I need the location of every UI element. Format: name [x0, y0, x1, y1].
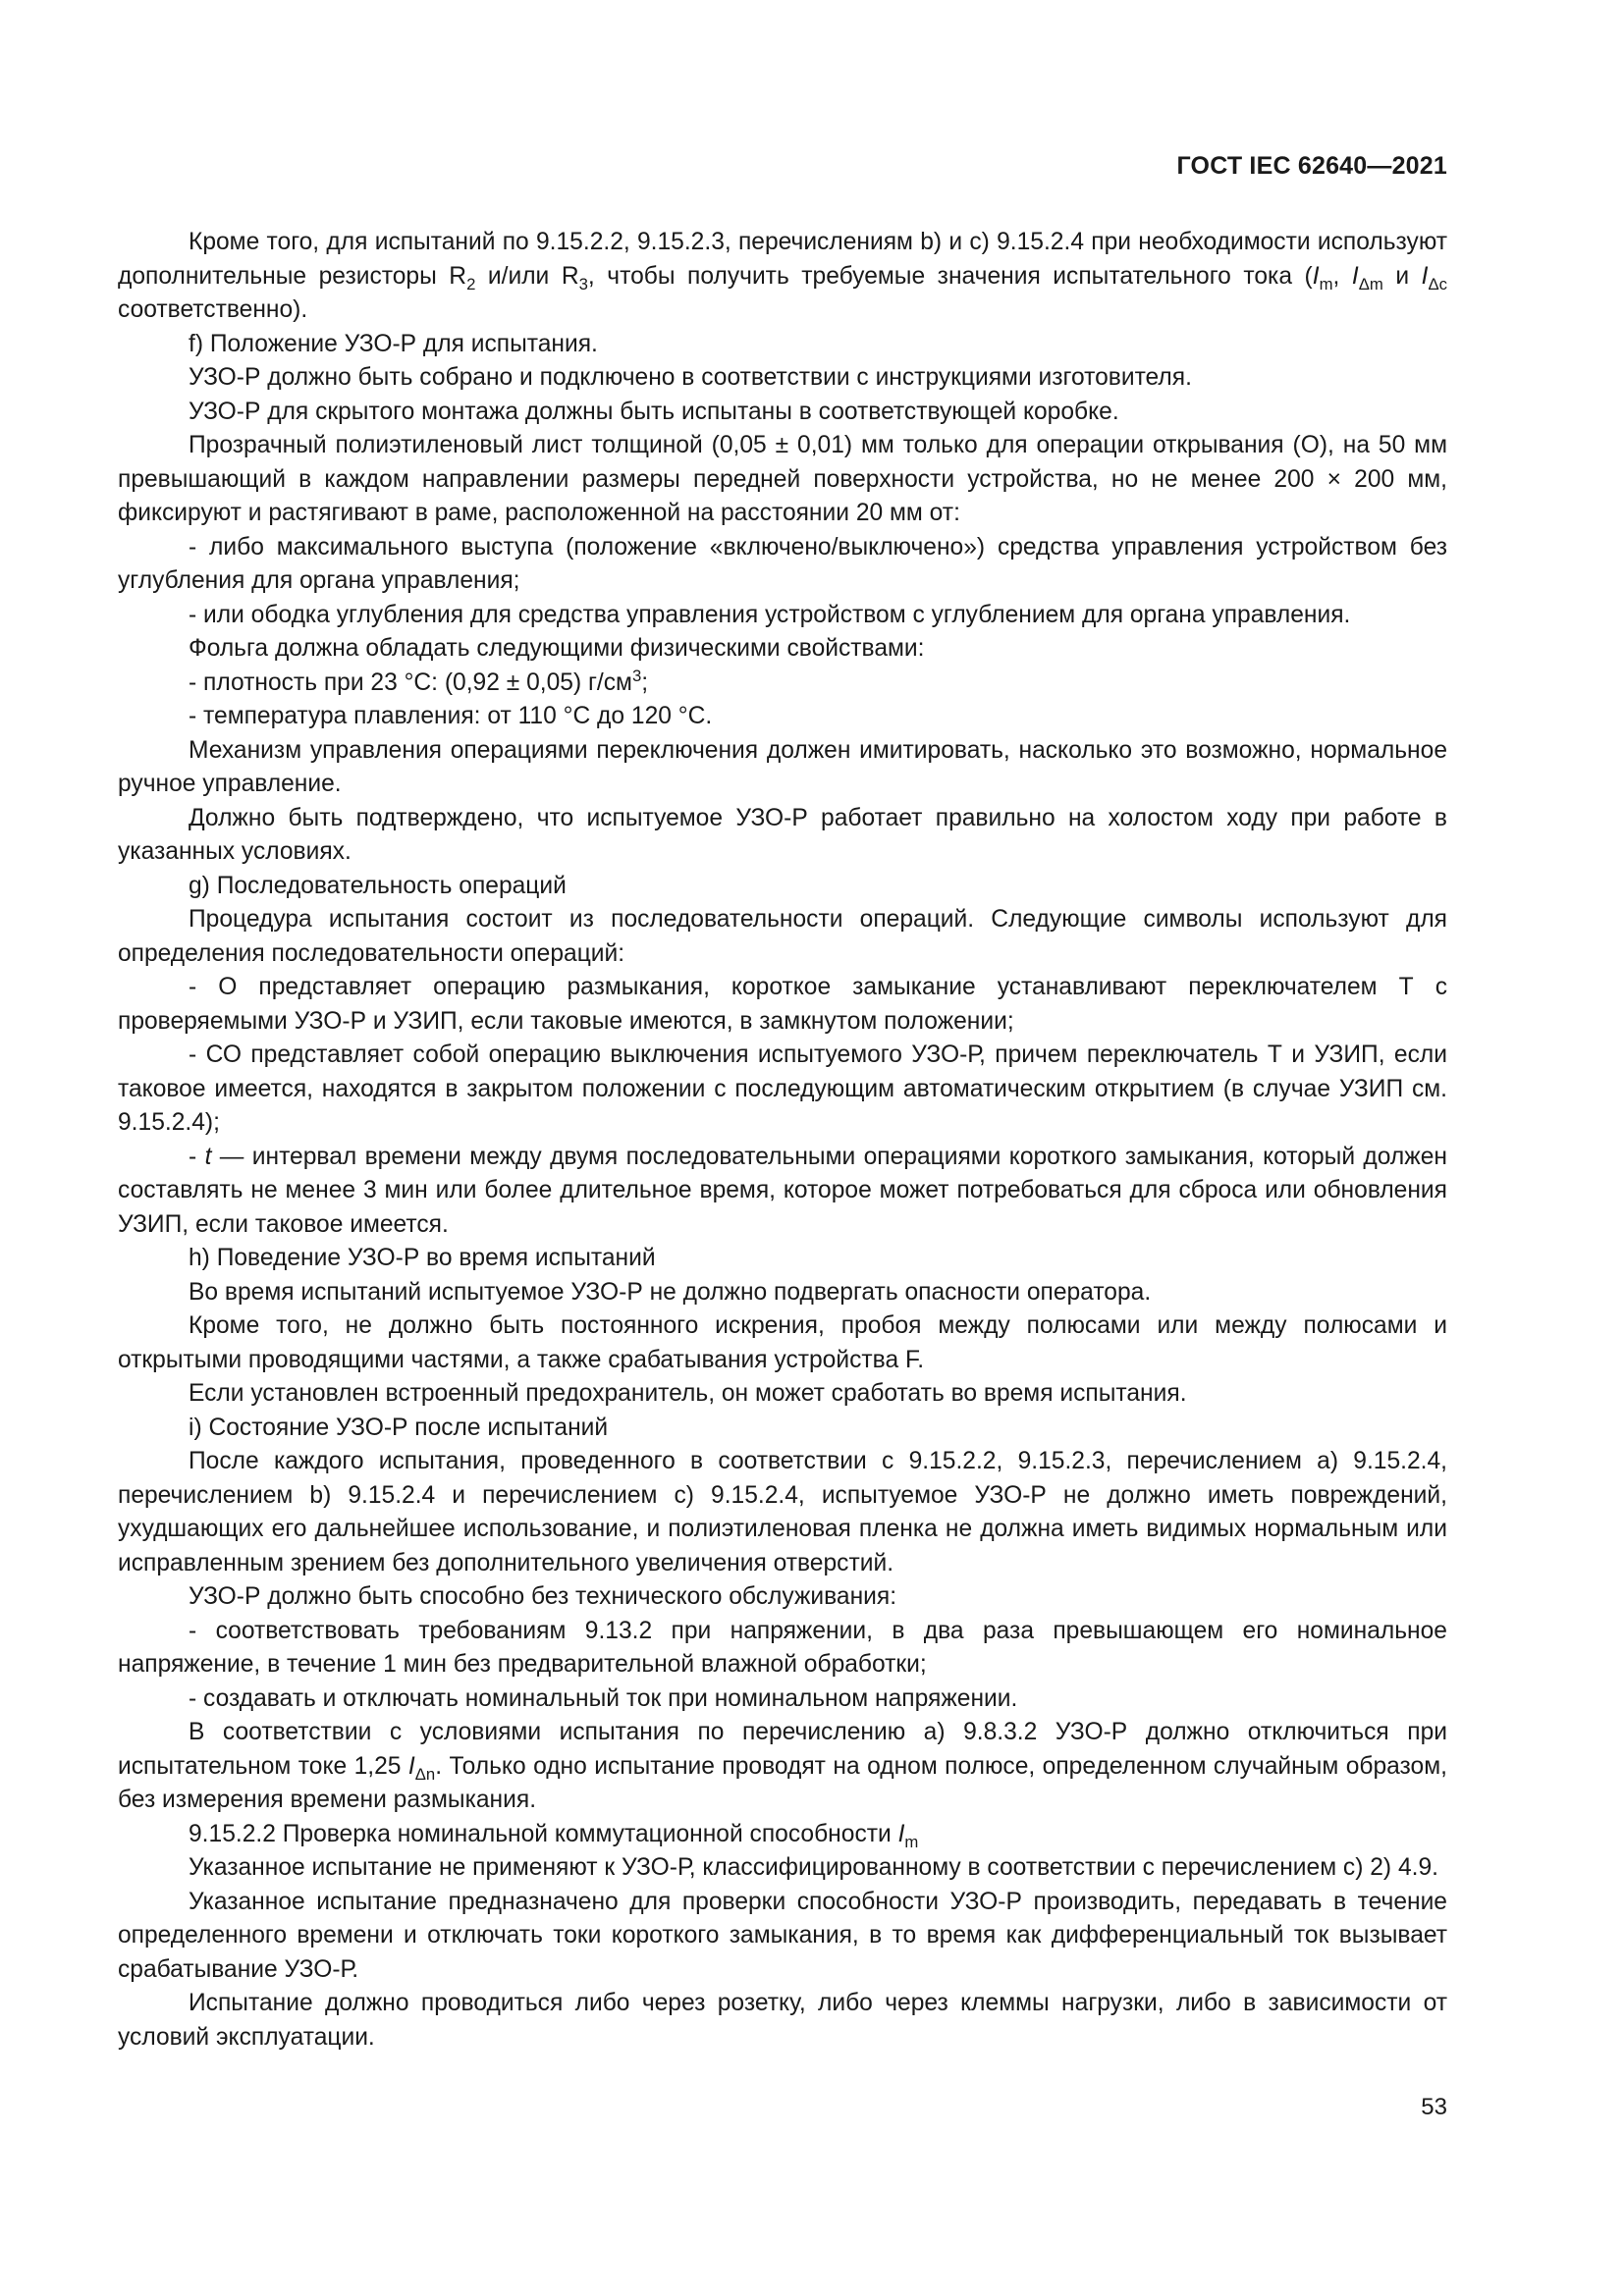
list-item: - плотность при 23 °С: (0,92 ± 0,05) $г/см^3$;: [189, 666, 649, 696]
list-item: - СО представляет собой операцию выключения испытуемого УЗО-Р, причем переключатель Т и УЗИП, если таковое имеется, находятся в закрытом положении с последующим автоматическим открытием (в случае УЗИП см. 9.15.2.4);: [118, 1041, 1447, 1136]
list-item-heading: h) Поведение УЗО-Р во время испытаний: [189, 1245, 656, 1271]
paragraph: Процедура испытания состоит из последовательности операций. Следующие символы используют для определения последовательности операций:: [118, 906, 1447, 967]
paragraph: УЗО-Р должно быть собрано и подключено в соответствии с инструкциями изготовителя.: [189, 364, 1192, 391]
paragraph: Если установлен встроенный предохранитель, он может сработать во время испытания.: [189, 1380, 1187, 1407]
list-item-heading: g) Последовательность операций: [189, 872, 567, 899]
document-header: ГОСТ IEC 62640—2021: [1176, 152, 1447, 180]
document-body: [118, 226, 1447, 2055]
paragraph: Испытание должно проводиться либо через розетку, либо через клеммы нагрузки, либо в зависимости от условий эксплуатации.: [118, 1990, 1447, 2051]
paragraph: Механизм управления операциями переключения должен имитировать, насколько это возможно, нормальное ручное управление.: [118, 736, 1447, 797]
page-number: 53: [1421, 2094, 1447, 2120]
paragraph: Должно быть подтверждено, что испытуемое УЗО-Р работает правильно на холостом ходу при работе в указанных условиях.: [118, 804, 1447, 865]
list-item: - температура плавления: от 110 °С до 120 °С.: [189, 703, 713, 729]
paragraph: Указанное испытание не применяют к УЗО-Р, классифицированному в соответствии с перечислением c) 2) 4.9.: [189, 1854, 1438, 1881]
paragraph: Кроме того, для испытаний по 9.15.2.2, 9.15.2.3, перечислениям b) и c) 9.15.2.4 при необходимости используют дополнительные резисторы $R_2$ и/или $R_3$, чтобы получить требуемые значения испытательного тока ($I_m$, $I_{\Delta m}$ и $I_{\Delta c}$ соответственно).: [118, 229, 1447, 323]
paragraph: Прозрачный полиэтиленовый лист толщиной (0,05 ± 0,01) мм только для операции открывания (О), на 50 мм превышающий в каждом направлении размеры передней поверхности устройства, но не менее 200 × 200 мм, фиксируют и растягивают в раме, расположенной на расстоянии 20 мм от:: [118, 432, 1447, 526]
paragraph: В соответствии с условиями испытания по перечислению a) 9.8.3.2 УЗО-Р должно отключиться при испытательном токе 1,25 $I_{\Delta n}$. Только одно испытание проводят на одном полюсе, определенном случайным образом, без измерения времени размыкания.: [118, 1719, 1447, 1813]
paragraph: УЗО-Р должно быть способно без технического обслуживания:: [189, 1583, 897, 1610]
paragraph: Во время испытаний испытуемое УЗО-Р не должно подвергать опасности оператора.: [189, 1278, 1152, 1306]
list-item: - либо максимального выступа (положение «включено/выключено») средства управления устройством без углубления для органа управления;: [118, 533, 1447, 594]
section-heading: 9.15.2.2 Проверка номинальной коммутационной способности $I_m$: [189, 1820, 919, 1851]
list-item-heading: i) Состояние УЗО-Р после испытаний: [189, 1414, 609, 1441]
paragraph: Указанное испытание предназначено для проверки способности УЗО-Р производить, передавать в течение определенного времени и отключать токи короткого замыкания, в то время как дифференциальный ток вызывает срабатывание УЗО-Р.: [118, 1888, 1447, 1983]
list-item: - или ободка углубления для средства управления устройством с углублением для органа управления.: [189, 601, 1351, 628]
list-item: - t — интервал времени между двумя последовательными операциями короткого замыкания, который должен составлять не менее 3 мин или более длительное время, которое может потребоваться для сброса или обновления УЗИП, если таковое имеется.: [118, 1143, 1447, 1238]
list-item: - О представляет операцию размыкания, короткое замыкание устанавливают переключателем Т с проверяемыми УЗО-Р и УЗИП, если таковые имеются, в замкнутом положении;: [118, 974, 1447, 1035]
list-item: - создавать и отключать номинальный ток при номинальном напряжении.: [189, 1684, 1018, 1712]
list-item: - соответствовать требованиям 9.13.2 при напряжении, в два раза превышающем его номинальное напряжение, в течение 1 мин без предварительной влажной обработки;: [118, 1617, 1447, 1678]
paragraph: Фольга должна обладать следующими физическими свойствами:: [189, 635, 925, 662]
paragraph: УЗО-Р для скрытого монтажа должны быть испытаны в соответствующей коробке.: [189, 398, 1119, 425]
list-item-heading: f) Положение УЗО-Р для испытания.: [189, 330, 598, 357]
paragraph: После каждого испытания, проведенного в соответствии с 9.15.2.2, 9.15.2.3, перечислением a) 9.15.2.4, перечислением b) 9.15.2.4 и перечислением c) 9.15.2.4, испытуемое УЗО-Р не должно иметь повреждений, ухудшающих его дальнейшее использование, и полиэтиленовая пленка не должна иметь видимых нормальным или исправленным зрением без дополнительного увеличения отверстий.: [118, 1448, 1447, 1576]
paragraph: Кроме того, не должно быть постоянного искрения, пробоя между полюсами или между полюсами и открытыми проводящими частями, а также срабатывания устройства F.: [118, 1312, 1447, 1373]
